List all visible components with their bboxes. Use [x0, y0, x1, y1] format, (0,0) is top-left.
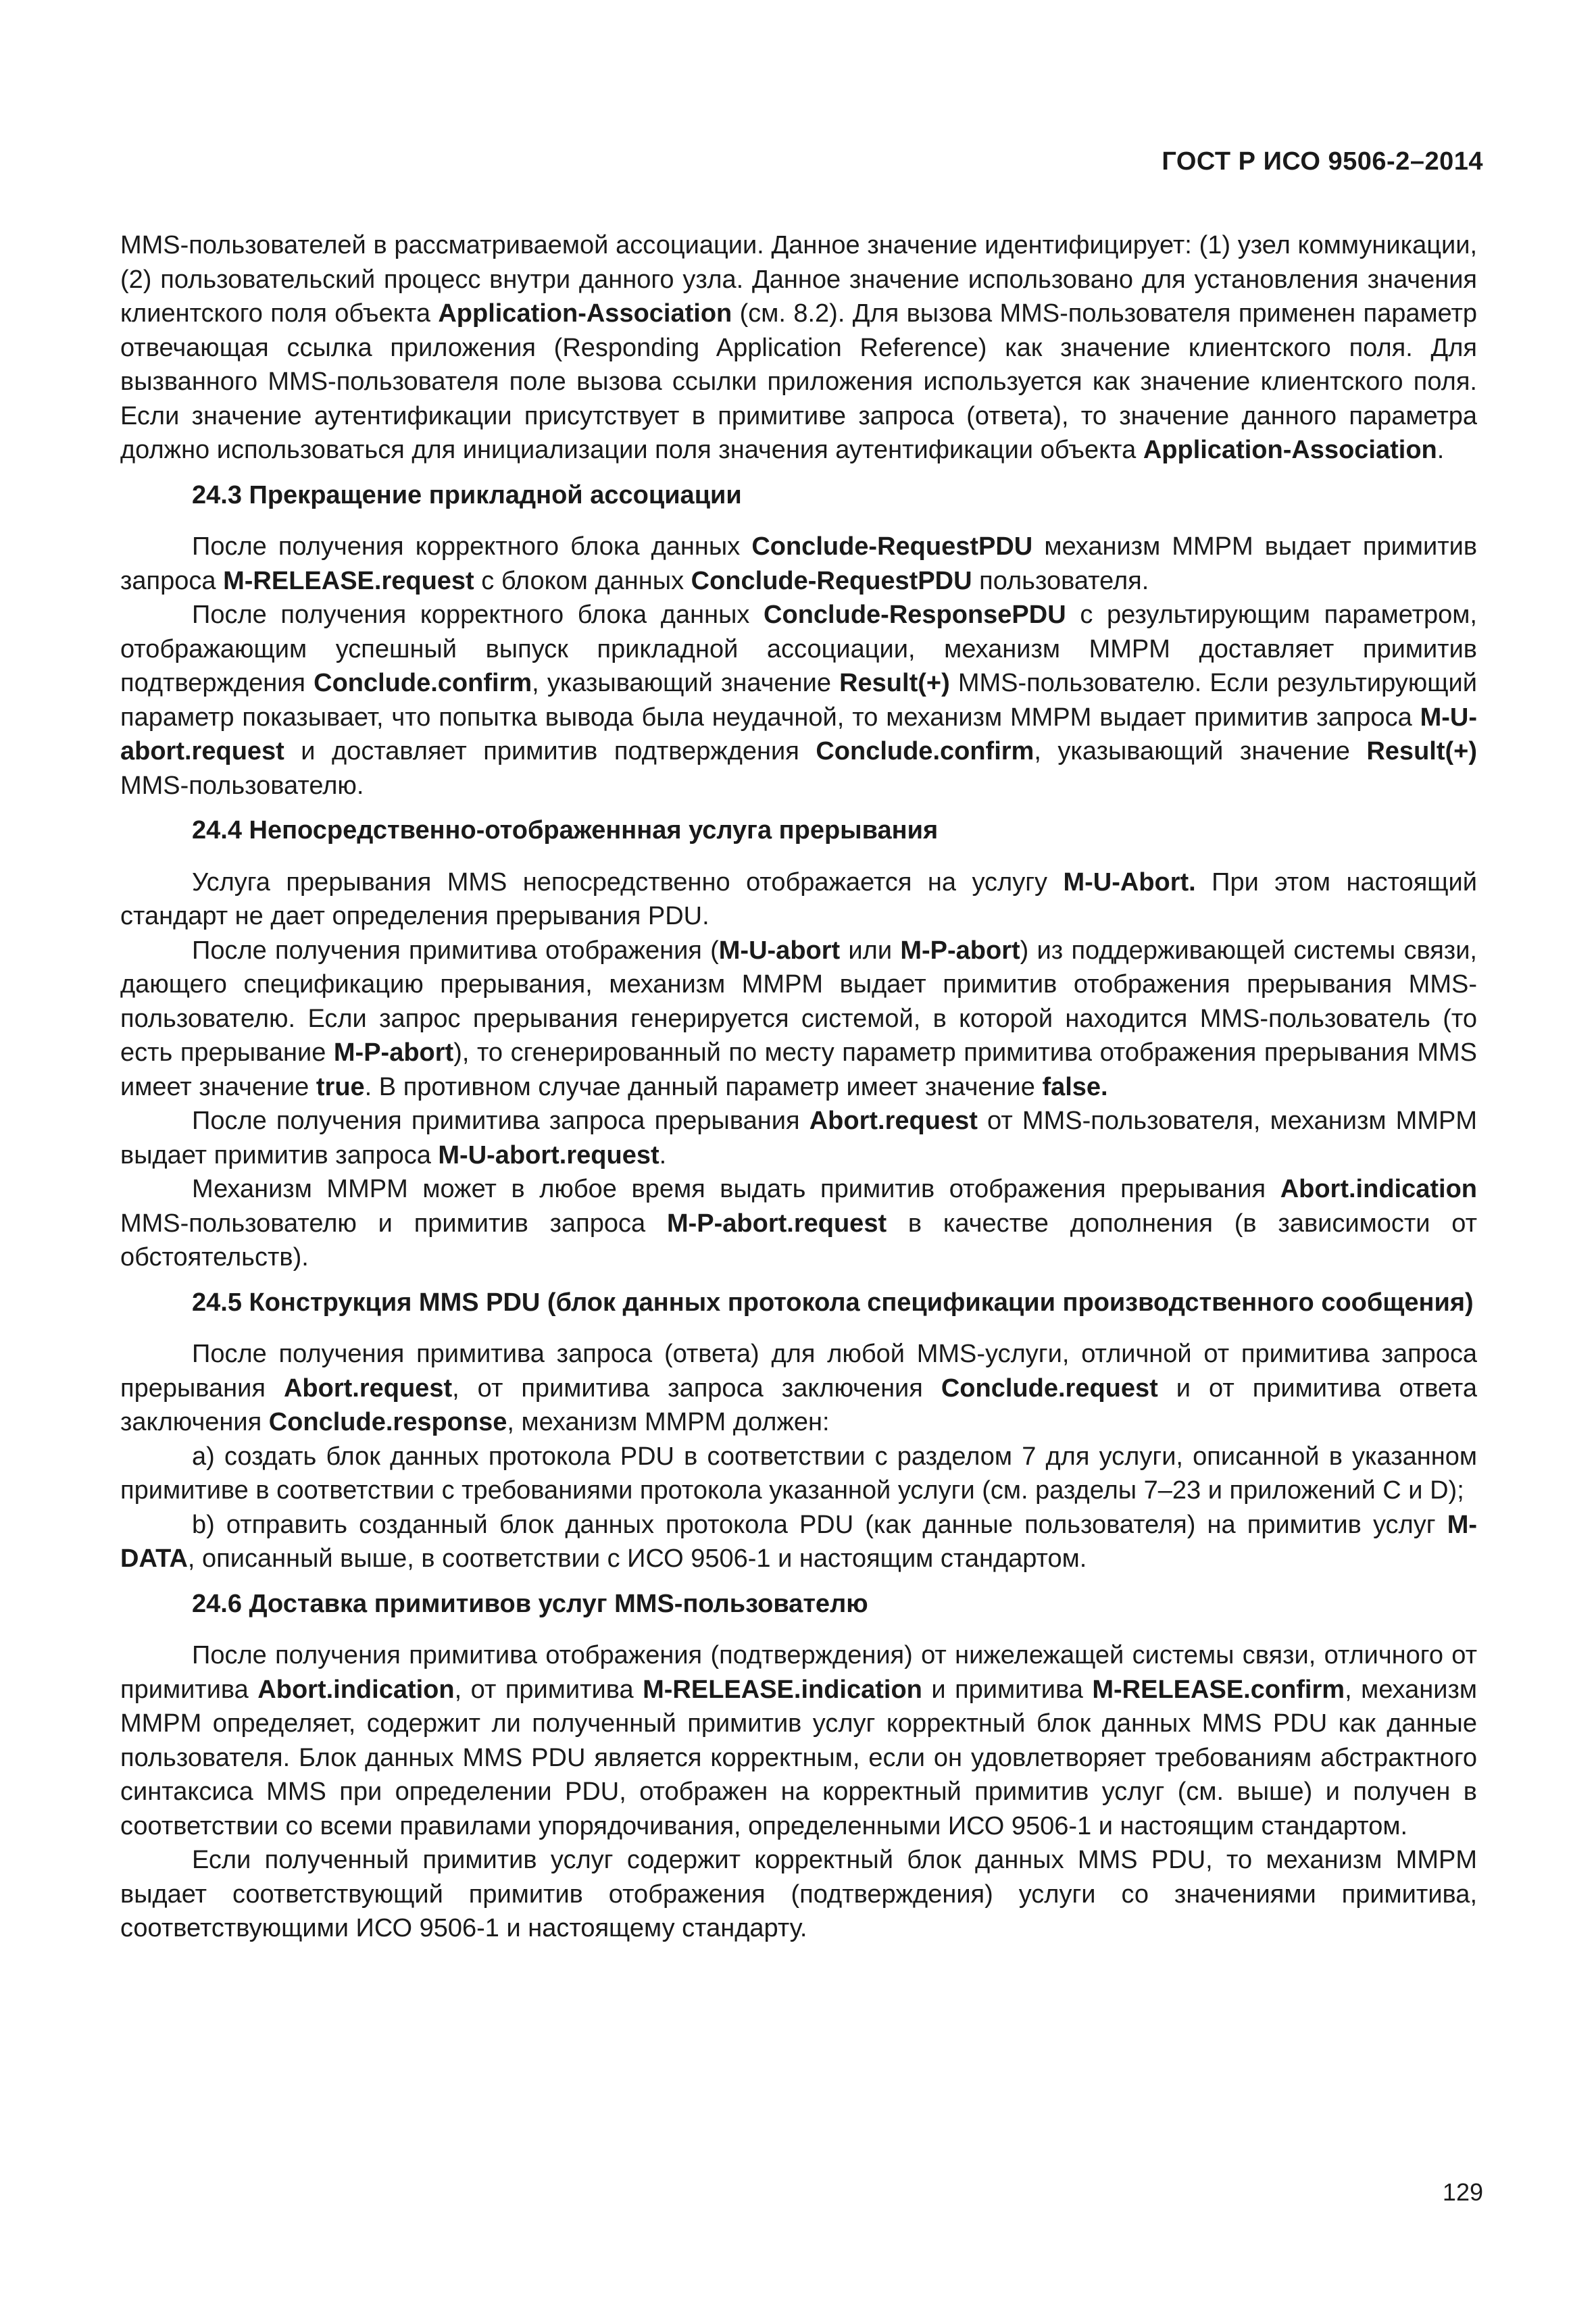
term-bold: M-U-Abort. [1063, 867, 1196, 897]
section-heading: 24.3 Прекращение прикладной ассоциации [192, 480, 742, 509]
term-bold: Conclude.confirm [314, 669, 532, 697]
text-run: a) создать блок данных протокола PDU в соответствии с разделом 7 для услуги, описанной в указанном примитиве в соответствии с требованиями протокола указанной услуги (см. разделы 7–23 и приложений C и D); [120, 1442, 1477, 1505]
text-run: пользователя. [972, 566, 1149, 595]
text-run: MMS-пользователей в рассматриваемой ассоциации. Данное значение идентифицирует: (1) узел коммуникации, (2) пользовательский процесс внутри данного узла. Данное значение использовано для установления значения клиентского поля объекта [120, 231, 1477, 328]
text-run: и от примитива ответа заключения [120, 1374, 1477, 1436]
text-run: и доставляет примитив подтверждения [284, 737, 816, 765]
text-run: от MMS-пользователя, механизм MMPM выдает примитив запроса [120, 1107, 1477, 1169]
term-bold: M-P-abort [900, 936, 1020, 965]
text-run: с результирующим параметром, отображающим успешный выпуск прикладной ассоциации, механизм MMPM доставляет примитив подтверждения [120, 601, 1477, 697]
text-run: После получения примитива отображения (подтверждения) от нижележащей системы связи, отличного от примитива [120, 1641, 1477, 1704]
text-run: , описанный выше, в соответствии с ИСО 9506-1 и настоящим стандартом. [187, 1544, 1087, 1573]
term-bold: Conclude.confirm [816, 737, 1034, 765]
text-run: механизм MMPM выдает примитив запроса [120, 532, 1478, 595]
text-run: После получения примитива отображения ( [192, 936, 719, 965]
text-run: Если полученный примитив услуг содержит корректный блок данных MMS PDU, то механизм MMPM выдает соответствующий примитив отображения (подтверждения) услуги со значениями примитива, соответствующими ИСО 9506-1 и настоящему стандарту. [120, 1846, 1477, 1942]
text-run: , от примитива [454, 1675, 643, 1704]
body-paragraph [120, 865, 1477, 934]
text-run: . [1437, 436, 1445, 464]
term-bold: Conclude.request [941, 1374, 1158, 1403]
term-bold: false. [1042, 1072, 1108, 1101]
body-paragraph [120, 530, 1477, 598]
text-run: и примитива [922, 1675, 1093, 1704]
term-bold: Abort.request [283, 1374, 453, 1403]
text-run: , указывающий значение [532, 669, 840, 697]
body-paragraph [120, 1508, 1477, 1576]
page-number: 129 [1442, 2178, 1483, 2206]
body-paragraph [120, 228, 1477, 468]
standard-id-header: ГОСТ Р ИСО 9506-2–2014 [1162, 147, 1483, 176]
term-bold: Application-Association [1143, 436, 1437, 464]
term-bold: Conclude-ResponsePDU [764, 601, 1066, 629]
document-body [120, 228, 1477, 1946]
body-paragraph [120, 934, 1477, 1105]
text-run: При этом настоящий стандарт не дает определения прерывания PDU. [120, 867, 1477, 930]
term-bold: M-U-abort.request [120, 703, 1477, 765]
term-bold: M-RELEASE.request [223, 566, 474, 595]
text-run: b) отправить созданный блок данных протокола PDU (как данные пользователя) на примитив услуг [192, 1510, 1447, 1539]
term-bold: M-U-abort.request [438, 1140, 659, 1169]
term-bold: Conclude-RequestPDU [691, 566, 972, 595]
section-heading: 24.6 Доставка примитивов услуг MMS-пользователю [192, 1589, 868, 1618]
term-bold: Abort.request [809, 1107, 978, 1135]
text-run: Механизм MMPM может в любое время выдать примитив отображения прерывания [192, 1175, 1280, 1203]
text-run: , от примитива запроса заключения [452, 1374, 941, 1403]
term-bold: Abort.indication [1280, 1175, 1477, 1203]
text-run: После получения примитива запроса (ответа) для любой MMS-услуги, отличной от примитива запроса прерывания [120, 1340, 1477, 1403]
text-run: После получения примитива запроса прерывания [192, 1107, 809, 1135]
section-heading: 24.4 Непосредственно-отображеннная услуга прерывания [192, 816, 939, 845]
body-paragraph [120, 1843, 1477, 1946]
text-run: . В противном случае данный параметр имеет значение [364, 1072, 1043, 1101]
term-bold: M-RELEASE.confirm [1092, 1675, 1345, 1704]
text-run: ) из поддерживающей системы связи, дающего спецификацию прерывания, механизм MMPM выдает примитив отображения прерывания MMS-пользователю. Если запрос прерывания генерируется системой, в которой находится MMS-пользователь (то есть прерывание [120, 936, 1477, 1067]
term-bold: M-DATA [120, 1510, 1477, 1573]
text-run: , механизм MMPM определяет, содержит ли полученный примитив услуг корректный блок данных MMS PDU как данные пользователя. Блок данных MMS PDU является корректным, если он удовлетворяет требованиям абстрактного синтаксиса MMS при определении PDU, отображен на корректный примитив услуг (см. выше) и получен в соответствии со всеми правилами упорядочивания, определенными ИСО 9506-1 и настоящим стандартом. [120, 1675, 1477, 1840]
body-paragraph [120, 1638, 1477, 1843]
term-bold: M-P-abort [333, 1038, 454, 1067]
text-run: После получения корректного блока данных [192, 532, 752, 561]
text-run: (см. 8.2). Для вызова MMS-пользователя применен параметр отвечающая ссылка приложения (Responding Application Reference) как значение клиентского поля. Для вызванного MMS-пользователя поле вызова ссылки приложения используется как значение клиентского поля. Если значение аутентификации присутствует в примитиве запроса (ответа), то значение данного параметра должно использоваться для инициализации поля значения аутентификации объекта [120, 299, 1478, 464]
body-paragraph [120, 1104, 1477, 1172]
text-run: MMS-пользователю и примитив запроса [120, 1209, 667, 1238]
text-run: , механизм MMPM должен: [507, 1408, 830, 1436]
text-run: в качестве дополнения (в зависимости от обстоятельств). [120, 1209, 1478, 1272]
term-bold: Conclude-RequestPDU [751, 532, 1033, 561]
body-paragraph [120, 1337, 1477, 1440]
text-run: Услуга прерывания MMS непосредственно отображается на услугу [192, 867, 1064, 897]
text-run: MMS-пользователю. [120, 771, 364, 800]
text-run: или [840, 936, 901, 965]
text-run: ), то сгенерированный по месту параметр примитива отображения прерывания MMS имеет значение [120, 1038, 1478, 1101]
body-paragraph [120, 598, 1477, 803]
term-bold: M-U-abort [718, 936, 841, 965]
body-paragraph [120, 1172, 1477, 1275]
section-heading: 24.5 Конструкция MMS PDU (блок данных протокола спецификации производственного сообщения) [192, 1288, 1474, 1317]
text-run: . [659, 1140, 667, 1169]
text-run: , указывающий значение [1034, 737, 1367, 765]
term-bold: Application-Association [438, 299, 732, 328]
term-bold: Result(+) [839, 669, 950, 697]
text-run: с блоком данных [474, 566, 691, 595]
text-run: MMS-пользователю. Если результирующий параметр показывает, что попытка вывода была неудачной, то механизм MMPM выдает примитив запроса [120, 669, 1477, 732]
body-paragraph [120, 1440, 1477, 1508]
term-bold: Abort.indication [257, 1675, 455, 1704]
term-bold: Conclude.response [268, 1408, 507, 1436]
term-bold: Result(+) [1366, 737, 1477, 765]
text-run: После получения корректного блока данных [192, 601, 764, 629]
term-bold: true [316, 1072, 365, 1101]
term-bold: M-RELEASE.indication [643, 1675, 922, 1704]
term-bold: M-P-abort.request [666, 1209, 887, 1238]
